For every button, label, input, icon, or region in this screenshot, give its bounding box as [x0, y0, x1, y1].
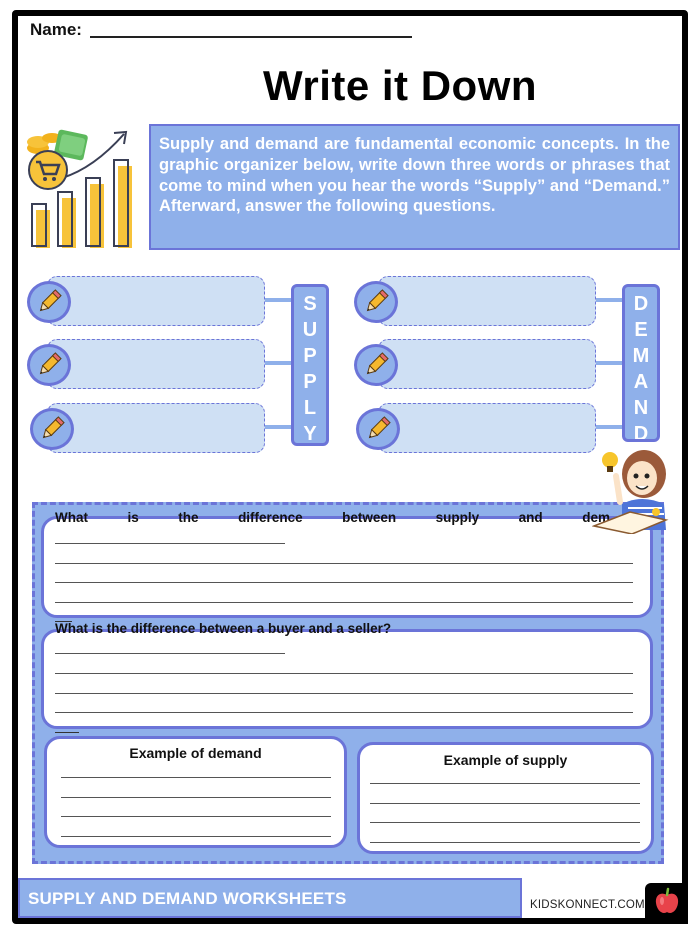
demand-letter: A [633, 371, 649, 393]
logo-box [645, 883, 688, 924]
q1-word: What [55, 510, 88, 525]
demand-letter: D [633, 423, 649, 442]
demand-letter: M [632, 345, 650, 367]
supply-field-row-2 [27, 339, 297, 389]
supply-field-row-3 [30, 403, 297, 453]
supply-field-2[interactable] [47, 339, 265, 389]
question-2-text: What is the difference between a buyer and a seller? [55, 621, 392, 636]
example-supply-line[interactable] [370, 842, 640, 843]
example-demand-title: Example of demand [129, 745, 262, 761]
site-link[interactable]: KIDSKONNECT.COM [530, 899, 645, 911]
q1-word: dem [582, 510, 610, 525]
decorative-line [55, 621, 72, 622]
supply-letter: Y [303, 423, 317, 445]
pencil-icon [27, 344, 71, 386]
demand-letter: E [634, 319, 648, 341]
example-demand-line[interactable] [61, 797, 331, 798]
q1-answer-line[interactable] [55, 602, 633, 603]
q2-answer-line[interactable] [55, 693, 633, 694]
q1-answer-line[interactable] [55, 543, 285, 544]
connector-line [596, 298, 622, 302]
pencil-icon [30, 408, 74, 450]
demand-field-3[interactable] [378, 403, 596, 453]
connector-line [596, 425, 622, 429]
name-row [30, 20, 412, 40]
connector-line [265, 298, 291, 302]
q2-answer-line[interactable] [55, 673, 633, 674]
q1-answer-line[interactable] [55, 582, 633, 583]
pencil-icon [354, 344, 398, 386]
supply-letter: P [303, 371, 317, 393]
demand-vertical-label [622, 284, 660, 442]
supply-letter: S [303, 293, 317, 315]
example-demand-line[interactable] [61, 816, 331, 817]
name-input-line[interactable] [90, 36, 412, 38]
demand-letter: N [633, 397, 649, 419]
supply-vertical-label [291, 284, 329, 446]
example-supply-line[interactable] [370, 822, 640, 823]
q1-word: difference [238, 510, 303, 525]
demand-field-1[interactable] [378, 276, 596, 326]
pencil-icon [354, 281, 398, 323]
apple-icon [654, 887, 680, 920]
demand-letter: D [633, 293, 649, 315]
demand-field-row-3 [356, 403, 624, 453]
q1-word: is [127, 510, 139, 525]
girl-with-lightbulb-illustration [592, 446, 672, 534]
example-supply-title: Example of supply [443, 752, 568, 768]
growth-chart-shopping-cart-icon [24, 128, 144, 250]
q1-word: the [178, 510, 199, 525]
example-demand-line[interactable] [61, 836, 331, 837]
example-demand-line[interactable] [61, 777, 331, 778]
pencil-icon [27, 281, 71, 323]
q1-answer-line[interactable] [55, 563, 633, 564]
q1-word: supply [435, 510, 480, 525]
demand-field-2[interactable] [378, 339, 596, 389]
connector-line [596, 361, 622, 365]
pencil-icon [356, 408, 400, 450]
supply-field-1[interactable] [47, 276, 265, 326]
q2-answer-line[interactable] [55, 653, 285, 654]
example-demand-card [44, 736, 347, 848]
supply-letter: U [302, 319, 318, 341]
supply-field-3[interactable] [47, 403, 265, 453]
demand-field-row-1 [354, 276, 624, 326]
decorative-line [55, 732, 79, 733]
supply-field-row-1 [27, 276, 297, 326]
q1-word: and [518, 510, 543, 525]
example-supply-line[interactable] [370, 803, 640, 804]
q1-word: between [342, 510, 397, 525]
q2-answer-line[interactable] [55, 712, 633, 713]
page-title: Write it Down [262, 62, 538, 109]
connector-line [265, 425, 291, 429]
connector-line [265, 361, 291, 365]
supply-letter: P [303, 345, 317, 367]
question-2-card [41, 629, 653, 729]
question-1-text [55, 510, 610, 525]
demand-field-row-2 [354, 339, 624, 389]
supply-letter: L [303, 397, 317, 419]
example-supply-card [357, 742, 654, 854]
name-label: Name: [30, 20, 82, 39]
intro-instructions: Supply and demand are fundamental economic concepts. In the graphic organizer below, write down three words or phrases that come to mind when you hear the words “Supply” and “Demand.” Afterward, answer the following questions. [149, 124, 680, 250]
series-title-bar: SUPPLY AND DEMAND WORKSHEETS [18, 878, 522, 918]
example-supply-line[interactable] [370, 783, 640, 784]
